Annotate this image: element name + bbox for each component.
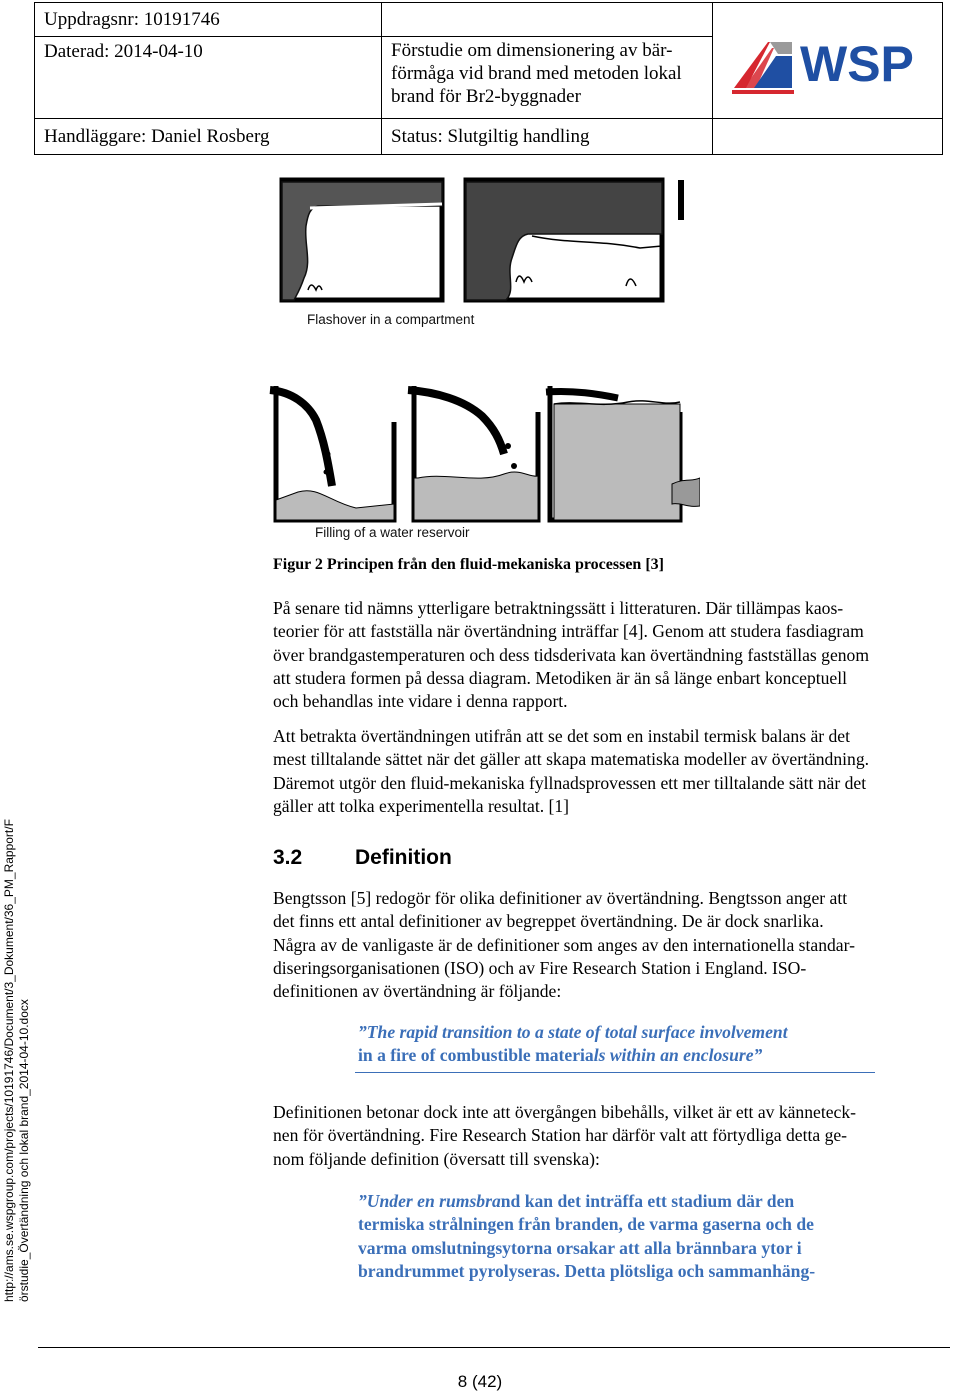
paragraph-1: [273, 597, 960, 713]
title-line-3: brand för Br2-byggnader: [391, 86, 581, 107]
quote-underline: [355, 1072, 875, 1073]
wsp-logo: [730, 26, 926, 96]
title-line-2: förmåga vid brand med metoden lokal: [391, 63, 682, 84]
quote-line: [358, 1190, 918, 1213]
paragraph-line: Däremot utgör den fluid-mekaniska fyllnadsprovessen ett mer tilltalande sätt när det: [273, 772, 867, 793]
title-line-1: Förstudie om dimensionering av bär-: [391, 40, 673, 61]
document-date: Daterad: 2014-04-10: [44, 41, 203, 62]
file-path-line-1: http://ams.se.wspgroup.com/projects/10191746/Document/3_Dokument/36_PM_Rapport/F: [2, 819, 16, 1302]
paragraph-line: och behandlas inte vidare i denna rapport.: [273, 691, 568, 712]
paragraph-line: nen för övertändning. Fire Research Station har därför valt att förtydliga detta ge-: [273, 1125, 848, 1146]
paragraph-line: diseringsorganisationen (ISO) och av Fire Research Station i England. ISO-: [273, 957, 807, 978]
file-path-line-2: örstudie_Övertändning och lokal brand_2014-04-10.docx: [17, 999, 31, 1302]
paragraph-4: [273, 1101, 960, 1171]
flashover-label: Flashover in a compartment: [307, 312, 475, 327]
handler: Handläggare: Daniel Rosberg: [35, 119, 382, 155]
paragraph-line: Bengtsson [5] redogör för olika definitioner av övertändning. Bengtsson anger att: [273, 888, 848, 908]
section-title: Definition: [355, 846, 452, 869]
footer-rule: [38, 1347, 950, 1348]
quote-text-plain: in a fire of combustible materia: [358, 1045, 594, 1066]
document-title: [382, 37, 713, 119]
paragraph-line: Definitionen betonar dock inte att övergången bibehålls, vilket är ett av känneteck-: [273, 1102, 856, 1122]
figure-caption: Figur 2 Principen från den fluid-mekaniska processen [3]: [273, 556, 664, 573]
order-number: Uppdragsnr: 10191746: [35, 3, 382, 37]
quote-text-plain: nd kan det inträffa ett stadium där den: [500, 1191, 795, 1211]
document-header: [34, 2, 943, 155]
quote-text-italic: ls within an enclosure”: [593, 1045, 763, 1066]
quote-line: ”The rapid transition to a state of total surface involvement: [358, 1022, 788, 1042]
paragraph-line: Några av de vanligaste är de definitioner som anges av den internationella standar-: [273, 934, 855, 955]
header-empty-cell: [382, 3, 713, 37]
paragraph-line: det finns ett antal definitioner av begreppet övertändning. De är dock snarlika.: [273, 911, 824, 932]
water-reservoir-label: Filling of a water reservoir: [315, 525, 470, 540]
quote-text-italic: ”Under en rumsbra: [358, 1191, 501, 1211]
paragraph-line: att studera formen på dessa diagram. Metodiken är än så länge enbart konceptuell: [273, 667, 848, 688]
quote-line: termiska strålningen från branden, de varma gaserna och de: [358, 1214, 814, 1235]
page-number: 8 (42): [457, 1372, 503, 1391]
date-cell: [35, 37, 382, 119]
quote-line: brandrummet pyrolyseras. Detta plötsliga och sammanhäng-: [358, 1260, 816, 1281]
paragraph-line: På senare tid nämns ytterligare betraktningssätt i litteraturen. Där tillämpas kaos-: [273, 598, 844, 618]
svg-text:WSP: WSP: [799, 35, 914, 92]
section-heading: [273, 846, 452, 870]
status: Status: Slutgiltig handling: [382, 119, 713, 155]
paragraph-line: mest tilltalande sättet när det gäller att skapa matematiska modeller av övertändning.: [273, 749, 870, 770]
iso-definition-quote: [358, 1021, 918, 1068]
flashover-illustration: [270, 174, 690, 314]
frs-definition-quote: [358, 1190, 918, 1283]
paragraph-line: definitionen av övertändning är följande:: [273, 981, 562, 1002]
paragraph-line: nom följande definition (översatt till svenska):: [273, 1148, 600, 1169]
document-file-path: [2, 819, 32, 1302]
paragraph-3: [273, 887, 960, 1003]
paragraph-2: [273, 725, 960, 818]
section-number: 3.2: [273, 846, 303, 869]
paragraph-line: gäller att tolka experimentella resultat. [1]: [273, 795, 570, 816]
water-reservoir-illustration: [268, 382, 700, 530]
paragraph-line: Att betrakta övertändningen utifrån att se det som en instabil termisk balans är det: [273, 726, 851, 746]
header-empty-cell-2: [713, 119, 943, 155]
quote-line: varma omslutningsytorna orsakar att alla brännbara ytor i: [358, 1237, 802, 1258]
paragraph-line: teorier för att fastställa när övertändning inträffar [4]. Genom att studera fasdiagram: [273, 621, 864, 642]
quote-line: [358, 1044, 918, 1067]
logo-cell: [713, 3, 943, 119]
paragraph-line: över brandgastemperaturen och dess tidsderivata kan övertändning fastställas genom: [273, 644, 870, 665]
